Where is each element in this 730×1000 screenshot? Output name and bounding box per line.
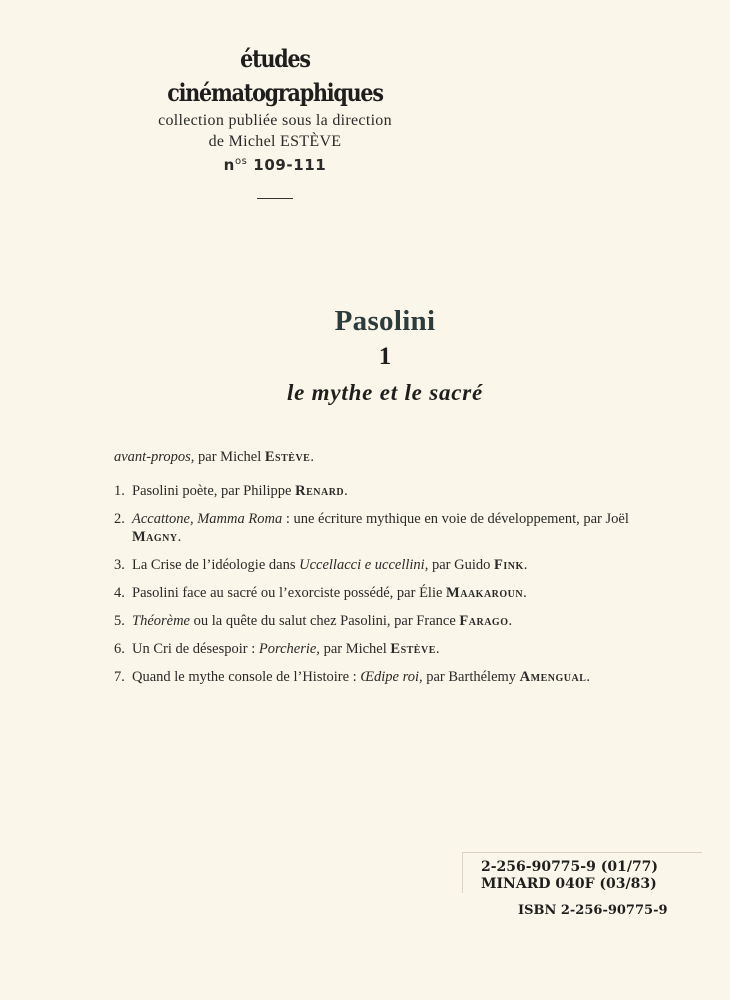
series-nos-sup: os (234, 156, 248, 167)
book-subtitle: le mythe et le sacré (286, 380, 484, 405)
entry-number: 7. (114, 669, 125, 685)
contents-entry (114, 482, 674, 500)
entry-text (132, 584, 674, 602)
entry-end: . (508, 613, 513, 629)
entry-work-title: Accattone, Mamma Roma (132, 511, 283, 527)
entry-author: Farago (459, 613, 509, 629)
entry-text (132, 612, 674, 630)
book-title: Pasolini (334, 305, 436, 337)
code-line-2: MINARD 040F (03/83) (481, 876, 657, 892)
entry-text (132, 640, 674, 658)
book-volume: 1 (378, 343, 392, 370)
entry-text (132, 668, 674, 686)
contents-entry (114, 584, 674, 602)
entry-text (132, 510, 674, 546)
entry-author: Estève (390, 641, 436, 657)
contents-entry (114, 510, 674, 546)
entry-body: Pasolini poète, par Philippe (132, 483, 296, 499)
entry-body: : une écriture mythique en voie de développement, par Joël (282, 511, 629, 527)
foreword-author: Estève (264, 449, 311, 465)
contents-entry (114, 556, 674, 574)
entry-pre: Quand le mythe console de l’Histoire : (132, 669, 361, 685)
contents-entry (114, 640, 674, 658)
entry-work-title: Théorème (132, 613, 190, 629)
entry-author: Magny (132, 529, 178, 545)
entry-text (132, 482, 674, 500)
entry-body: ou la quête du salut chez Pasolini, par France (190, 613, 460, 629)
series-line-2: de Michel ESTÈVE (208, 133, 342, 150)
entry-work-title: Uccellacci e uccellini, (299, 557, 429, 573)
contents-entry (114, 612, 674, 630)
entry-work-title: Œdipe roi, (360, 669, 423, 685)
entry-number: 5. (114, 613, 125, 629)
entry-pre: La Crise de l’idéologie dans (132, 557, 300, 573)
entry-body: Pasolini face au sacré ou l’exorciste possédé, par Élie (132, 585, 447, 601)
contents-entry (114, 668, 674, 686)
entry-author: Maakaroun (446, 585, 524, 601)
entry-author: Renard (295, 483, 345, 499)
entry-pre: Un Cri de désespoir : (132, 641, 259, 657)
entry-end: . (344, 483, 348, 499)
isbn-number: ISBN 2-256-90775-9 (518, 903, 668, 918)
entry-author: Fink (493, 557, 524, 573)
entry-number: 1. (114, 483, 125, 499)
entry-body: par Michel (319, 641, 391, 657)
series-numbers (120, 156, 430, 174)
code-line-1: 2-256-90775-9 (01/77) (481, 859, 659, 875)
entry-end: . (523, 557, 528, 573)
title-block (190, 302, 580, 412)
foreword-end: . (310, 449, 314, 465)
series-block (120, 42, 430, 199)
entry-end: . (177, 529, 182, 545)
series-line-1: collection publiée sous la direction (158, 112, 392, 129)
entry-work-title: Porcherie, (258, 641, 320, 657)
series-title: études cinématographiques (167, 44, 383, 107)
series-nos-value: 109-111 (247, 156, 327, 174)
entry-text (132, 556, 674, 574)
label-sticker (462, 852, 702, 893)
entry-body: par Guido (428, 557, 494, 573)
entry-number: 2. (114, 511, 125, 527)
foreword-text: par Michel (194, 449, 265, 465)
entry-number: 6. (114, 641, 125, 657)
catalog-codes (462, 852, 702, 918)
foreword-label: avant-propos, (114, 449, 195, 465)
table-of-contents (114, 448, 674, 696)
entry-number: 4. (114, 585, 125, 601)
entry-end: . (586, 669, 590, 685)
entry-body: par Barthélemy (422, 669, 520, 685)
entry-number: 3. (114, 557, 125, 573)
entry-author: Amengual (519, 669, 587, 685)
series-divider (257, 198, 293, 199)
entry-end: . (435, 641, 440, 657)
entry-end: . (523, 585, 527, 601)
foreword-entry (114, 448, 674, 466)
series-nos-prefix: n (223, 156, 235, 174)
